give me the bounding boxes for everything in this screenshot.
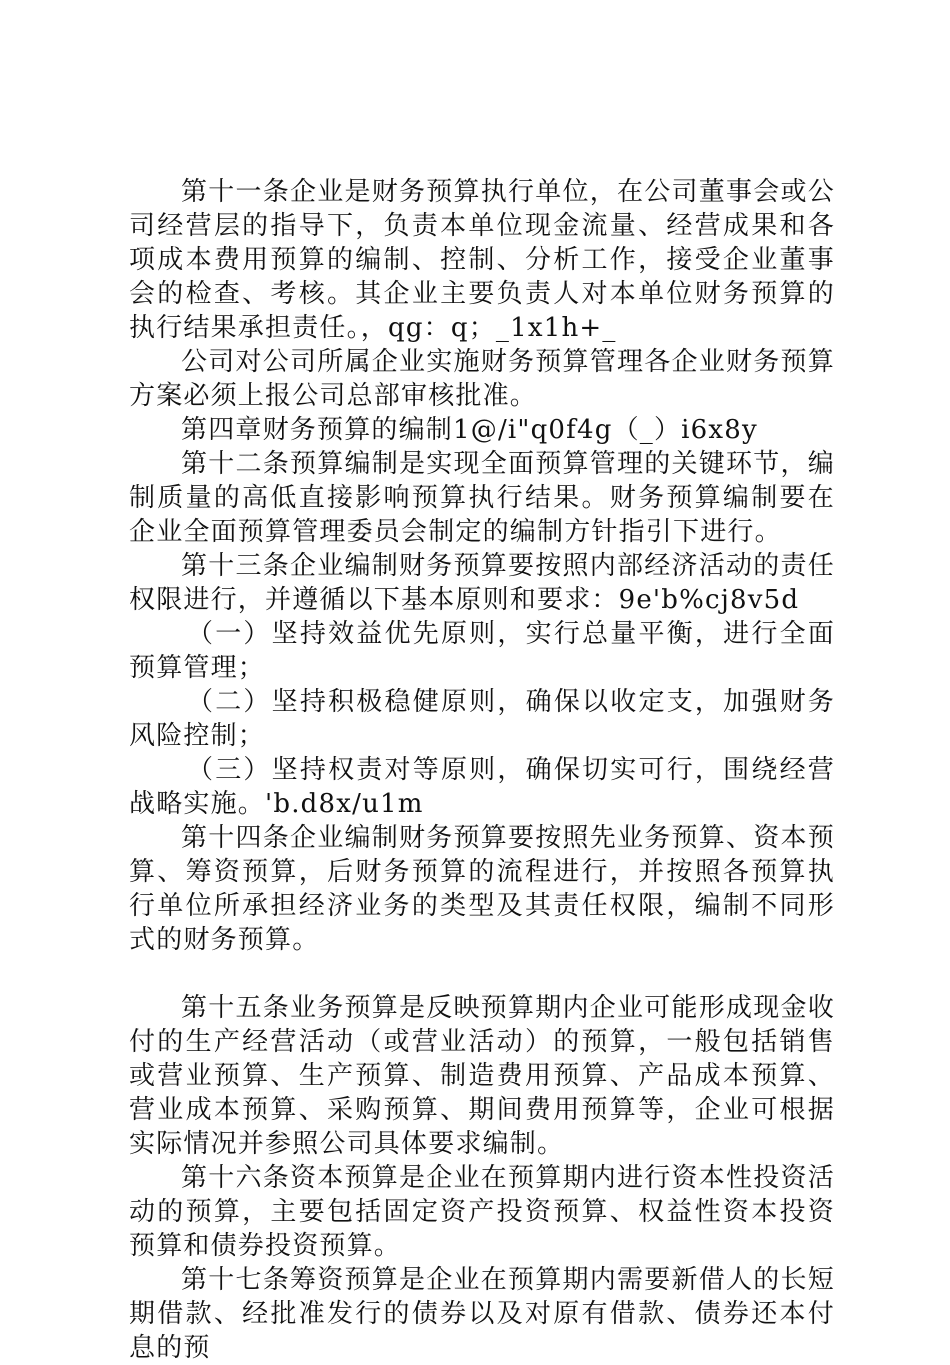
document-body	[129, 175, 835, 1365]
chapter-heading: 第四章财务预算的编制1@/i"q0f4g（_）i6x8y	[181, 415, 758, 445]
paragraph-article-13: 第十三条企业编制财务预算要按照内部经济活动的责任权限进行，并遵循以下基本原则和要求：9e'b%cj8v5d	[129, 551, 835, 615]
principle-item-3: （三）坚持权责对等原则，确保切实可行，围绕经营战略实施。'b.d8x/u1m	[129, 755, 835, 819]
paragraph-article-11: 第十一条企业是财务预算执行单位，在公司董事会或公司经营层的指导下，负责本单位现金流量、经营成果和各项成本费用预算的编制、控制、分析工作，接受企业董事会的检查、考核。其企业主要负责人对本单位财务预算的执行结果承担责任。，qg：q；_1x1h+_	[129, 177, 835, 343]
paragraph-article-14: 第十四条企业编制财务预算要按照先业务预算、资本预算、筹资预算，后财务预算的流程进行，并按照各预算执行单位所承担经济业务的类型及其责任权限，编制不同形式的财务预算。	[129, 823, 835, 955]
paragraph-company-approval: 公司对公司所属企业实施财务预算管理各企业财务预算方案必须上报公司总部审核批准。	[129, 347, 835, 411]
principle-item-2: （二）坚持积极稳健原则，确保以收定支，加强财务风险控制；	[129, 687, 835, 751]
paragraph-article-16: 第十六条资本预算是企业在预算期内进行资本性投资活动的预算，主要包括固定资产投资预算、权益性资本投资预算和债券投资预算。	[129, 1163, 835, 1261]
principle-item-1: （一）坚持效益优先原则，实行总量平衡，进行全面预算管理；	[129, 619, 835, 683]
paragraph-article-12: 第十二条预算编制是实现全面预算管理的关键环节，编制质量的高低直接影响预算执行结果。财务预算编制要在企业全面预算管理委员会制定的编制方针指引下进行。	[129, 449, 835, 547]
paragraph-article-15: 第十五条业务预算是反映预算期内企业可能形成现金收付的生产经营活动（或营业活动）的预算，一般包括销售或营业预算、生产预算、制造费用预算、产品成本预算、营业成本预算、采购预算、期间费用预算等，企业可根据实际情况并参照公司具体要求编制。	[129, 993, 835, 1159]
paragraph-article-17: 第十七条筹资预算是企业在预算期内需要新借人的长短期借款、经批准发行的债券以及对原有借款、债券还本付息的预	[129, 1265, 835, 1363]
paragraph-spacer	[129, 957, 835, 991]
